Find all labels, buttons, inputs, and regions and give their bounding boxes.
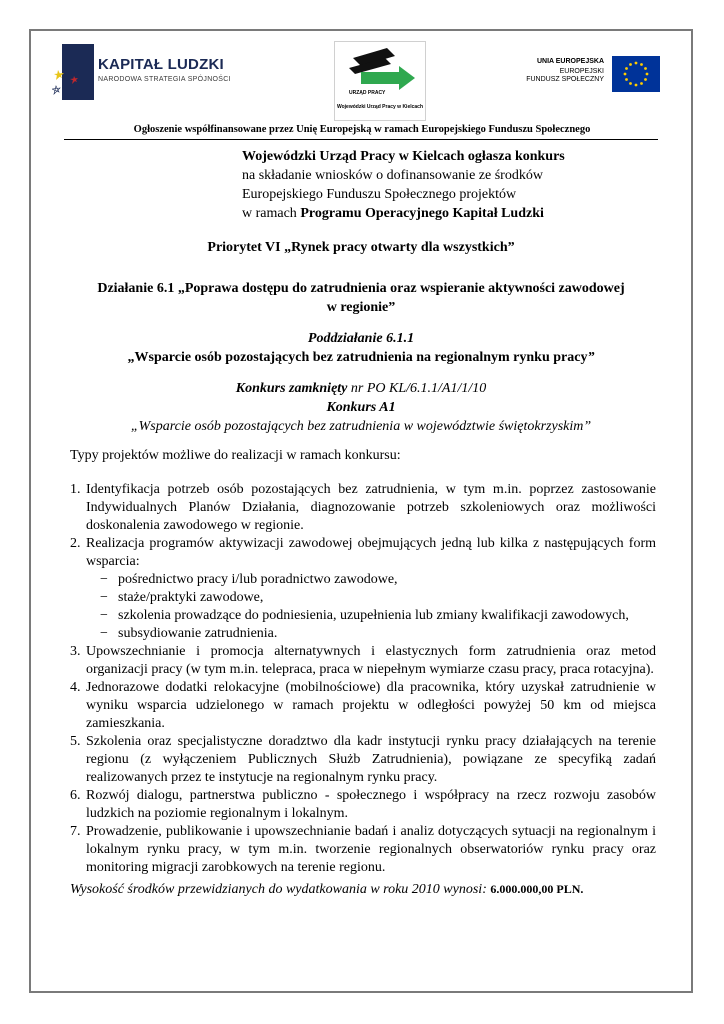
intro-line4-prefix: w ramach <box>242 206 301 221</box>
list-item <box>70 535 656 643</box>
poddzialanie-label: Poddziałanie 6.1.1 <box>307 331 415 346</box>
eu-line3: FUNDUSZ SPOŁECZNY <box>526 76 604 83</box>
list-item-text: Jednorazowe dodatki relokacyjne (mobilnościowe) dla pracownika, który uzyskał zatrudnienie w wyniku wsparcia udzielonego w ramach projektu w odległości powyżej 50 km od miejsca zamieszkania. <box>86 680 656 731</box>
dash-bullet: − <box>100 572 108 587</box>
project-types-lead: Typy projektów możliwe do realizacji w ramach konkursu: <box>70 448 401 463</box>
sub-list-item-text: subsydiowanie zatrudnienia. <box>118 626 278 641</box>
urzad-pracy-label: URZĄD PRACY <box>349 90 386 96</box>
list-item-text: Realizacja programów aktywizacji zawodowej obejmujących jedną lub kilka z następujących form wsparcia: <box>86 536 656 569</box>
kapital-ludzki-emblem-icon <box>52 42 96 102</box>
list-item-number: 4. <box>70 680 81 695</box>
sub-list-item <box>86 607 656 625</box>
intro-line3: Europejskiego Funduszu Społecznego projektów <box>242 187 517 202</box>
sub-list-item-text: pośrednictwo pracy i/lub poradnictwo zawodowe, <box>118 572 398 587</box>
list-item-number: 5. <box>70 734 81 749</box>
list-item-body <box>86 535 656 643</box>
sub-list-item-text: szkolenia prowadzące do podniesienia, uzupełnienia lub zmiany kwalifikacji zawodowych, <box>118 608 629 623</box>
list-item <box>70 481 656 535</box>
dzialanie-line1: Działanie 6.1 „Poprawa dostępu do zatrudnienia oraz wspieranie aktywności zawodowej <box>97 281 625 296</box>
list-item-number: 7. <box>70 824 81 839</box>
konkurs-name: Konkurs A1 <box>326 400 396 415</box>
sub-list-item <box>86 589 656 607</box>
eu-line2: EUROPEJSKI <box>559 68 604 75</box>
list-item-number: 6. <box>70 788 81 803</box>
intro-line1: Wojewódzki Urząd Pracy w Kielcach ogłasza konkurs <box>242 149 565 164</box>
list-item-number: 1. <box>70 482 81 497</box>
konkurs-title: „Wsparcie osób pozostających bez zatrudnienia w województwie świętokrzyskim” <box>130 419 592 434</box>
dzialanie-heading <box>64 279 658 317</box>
sub-list-item <box>86 571 656 589</box>
list-item <box>70 823 656 877</box>
poddzialanie-title <box>64 348 658 367</box>
dash-bullet: − <box>100 626 108 641</box>
project-types-list <box>70 481 656 877</box>
intro-block <box>242 147 662 223</box>
list-item <box>70 643 656 679</box>
poddzialanie-heading <box>64 329 658 367</box>
urzad-pracy-logo <box>334 41 426 121</box>
poddzialanie-title-text: „Wsparcie osób pozostających bez zatrudnienia na regionalnym rynku pracy <box>127 350 588 365</box>
kapital-ludzki-logo <box>52 42 232 104</box>
list-item <box>70 679 656 733</box>
list-item <box>70 787 656 823</box>
eu-line1: UNIA EUROPEJSKA <box>536 58 604 65</box>
konkurs-line <box>64 379 658 398</box>
kapital-ludzki-title: KAPITAŁ LUDZKI <box>98 56 224 73</box>
eu-flag-icon <box>612 56 660 92</box>
urzad-pracy-caption: Wojewódzki Urząd Pracy w Kielcach <box>336 104 424 110</box>
dash-bullet: − <box>100 608 108 623</box>
sub-list-item-text: staże/praktyki zawodowe, <box>118 590 264 605</box>
list-item-text: Prowadzenie, publikowanie i upowszechnianie badań i analiz dotyczących sytuacji na regionalnym i lokalnym rynku pracy, w tym m.in. tworzenie regionalnych obserwatoriów rynku pracy oraz monitoring migracji zarobkowych na terenie regionu. <box>86 824 656 875</box>
list-item-text: Rozwój dialogu, partnerstwa publiczno - społecznego i współpracy na rzecz rozwoju zasobów ludzkich na poziomie regionalnym i lokalnym. <box>86 788 656 821</box>
list-item-text: Identyfikacja potrzeb osób pozostających bez zatrudnienia, w tym m.in. poprzez zastosowanie Indywidualnych Planów Działania, diagnozowanie potrzeb szkoleniowych oraz możliwości doskonalenia zawodowego w regionie. <box>86 482 656 533</box>
list-item-text: Szkolenia oraz specjalistyczne doradztwo dla kadr instytucji rynku pracy działających na terenie regionu (z wyłączeniem Publicznych Służb Zatrudnienia), powiązane ze specyfiką zadań realizowanych przez te instytucje na regionalnym rynku pracy. <box>86 734 656 785</box>
support-forms-list <box>86 571 656 643</box>
priorytet-heading: Priorytet VI „Rynek pracy otwarty dla wszystkich” <box>207 240 515 255</box>
dash-bullet: − <box>100 590 108 605</box>
header-divider <box>64 139 658 140</box>
list-item-number: 3. <box>70 644 81 659</box>
eu-logo <box>522 56 662 96</box>
konkurs-heading <box>64 379 658 436</box>
konkurs-closed-label: Konkurs zamknięty <box>235 381 348 396</box>
funding-line <box>70 882 583 898</box>
intro-line4 <box>242 204 662 223</box>
list-item <box>70 733 656 787</box>
poddzialanie-title-end: ” <box>587 350 595 365</box>
header-note: Ogłoszenie współfinansowane przez Unię Europejską w ramach Europejskiego Funduszu Społecznego <box>133 124 591 135</box>
kapital-ludzki-subtitle: NARODOWA STRATEGIA SPÓJNOŚCI <box>98 76 231 83</box>
list-item-text: Upowszechnianie i promocja alternatywnych i elastycznych form zatrudnienia oraz metod organizacji pracy (w tym m.in. telepraca, praca w niepełnym wymiarze czasu pracy, praca rotacyjna). <box>86 644 656 677</box>
list-item-number: 2. <box>70 536 81 551</box>
dzialanie-line2: w regionie” <box>326 300 396 315</box>
konkurs-number: nr PO KL/6.1.1/A1/1/10 <box>347 381 487 396</box>
funding-amount: 6.000.000,00 PLN. <box>490 882 584 896</box>
sub-list-item <box>86 625 656 643</box>
funding-label: Wysokość środków przewidzianych do wydatkowania w roku 2010 wynosi: <box>70 882 491 897</box>
intro-program-name: Programu Operacyjnego Kapitał Ludzki <box>300 206 544 221</box>
intro-line2: na składanie wniosków o dofinansowanie ze środków <box>242 168 543 183</box>
